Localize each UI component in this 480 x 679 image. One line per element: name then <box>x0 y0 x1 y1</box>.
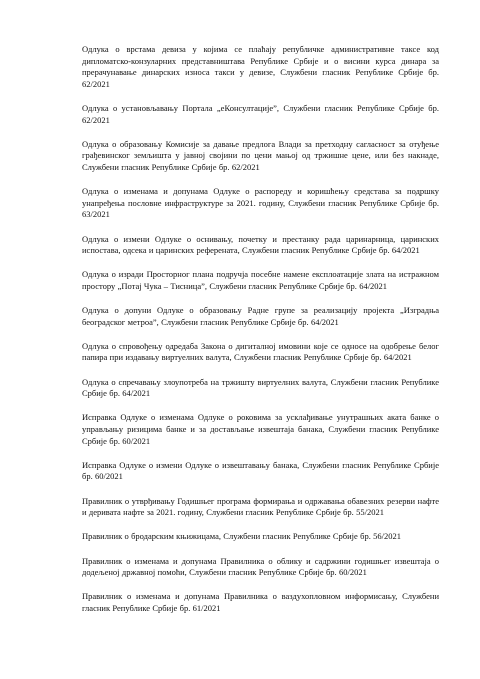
list-item: Одлука о измени Одлуке о оснивању, почетку и престанку рада царинарница, царинских испостава, одсека и царинских референата, Службени гласник Републике Србије бр. 64/2021 <box>82 233 439 256</box>
list-item: Одлука о спречавању злоупотреба на тржишту виртуелних валута, Службени гласник Републике Србије бр. 64/2021 <box>82 376 439 399</box>
list-item: Одлука о изради Просторног плана подручја посебне намене експлоатације злата на истражном простору „Потај Чука – Тисница”, Службени гласник Републике Србије бр. 64/2021 <box>82 269 439 291</box>
list-item: Правилник о изменама и допунама Правилника о облику и садржини годишњег извештаја о додељеној државној помоћи, Службени гласник Републике Србије бр. 60/2021 <box>82 555 439 578</box>
list-item: Исправка Одлуке о измени Одлуке о извештавању банака, Службени гласник Републике Србије бр. 60/2021 <box>82 459 439 482</box>
list-item: Одлука о изменама и допунама Одлуке о распореду и коришћењу средстава за подршку унапређења пословне инфраструктуре за 2021. годину, Службени гласник Републике Србије бр. 63/2021 <box>82 186 439 220</box>
list-item: Правилник о изменама и допунама Правилника о ваздухопловном информисању, Службени гласник Републике Србије бр. 61/2021 <box>82 591 439 613</box>
list-item: Одлука о допуни Одлуке о образовању Радне групе за реализацију пројекта „Изградња београдског метроа”, Службени гласник Републике Србије бр. 64/2021 <box>82 305 439 327</box>
list-item: Исправка Одлуке о изменама Одлуке о роковима за усклађивање унутрашњих аката банке о управљању ризицима банке и за достављање извештаја банака, Службени гласник Републике Србије бр. 60/2021 <box>82 412 439 446</box>
list-item: Одлука о спровођењу одредаба Закона о дигиталној имовини које се односе на одобрење белог папира при издавању виртуелних валута, Службени гласник Републике Србије бр. 64/2021 <box>82 340 439 363</box>
list-item: Правилник о утврђивању Годишњег програма формирања и одржавања обавезних резерви нафте и деривата нафте за 2021. годину, Службени гласник Републике Србије бр. 55/2021 <box>82 495 439 518</box>
list-item: Правилник о бродарским књижицама, Службени гласник Републике Србије бр. 56/2021 <box>82 531 402 542</box>
list-item: Одлука о врстама девиза у којима се плаћају републичке административне таксе код дипломатско-конзуларних представништава Републике Србије и о висини курса динара за прерачунавање динарских износа такси у девизе, Службени гласник Републике Србије бр. 62/2021 <box>82 44 439 89</box>
list-item: Одлука о образовању Комисије за давање предлога Влади за претходну сагласност за отуђење грађевинског земљишта у јавној својини по цени мањој од тржишне цене, или без накнаде, Службени гласник Републике Србије бр. 62/2021 <box>82 138 439 172</box>
list-item: Одлука о установљавању Портала „еКонсултације”, Службени гласник Републике Србије бр. 62/2021 <box>82 102 439 125</box>
